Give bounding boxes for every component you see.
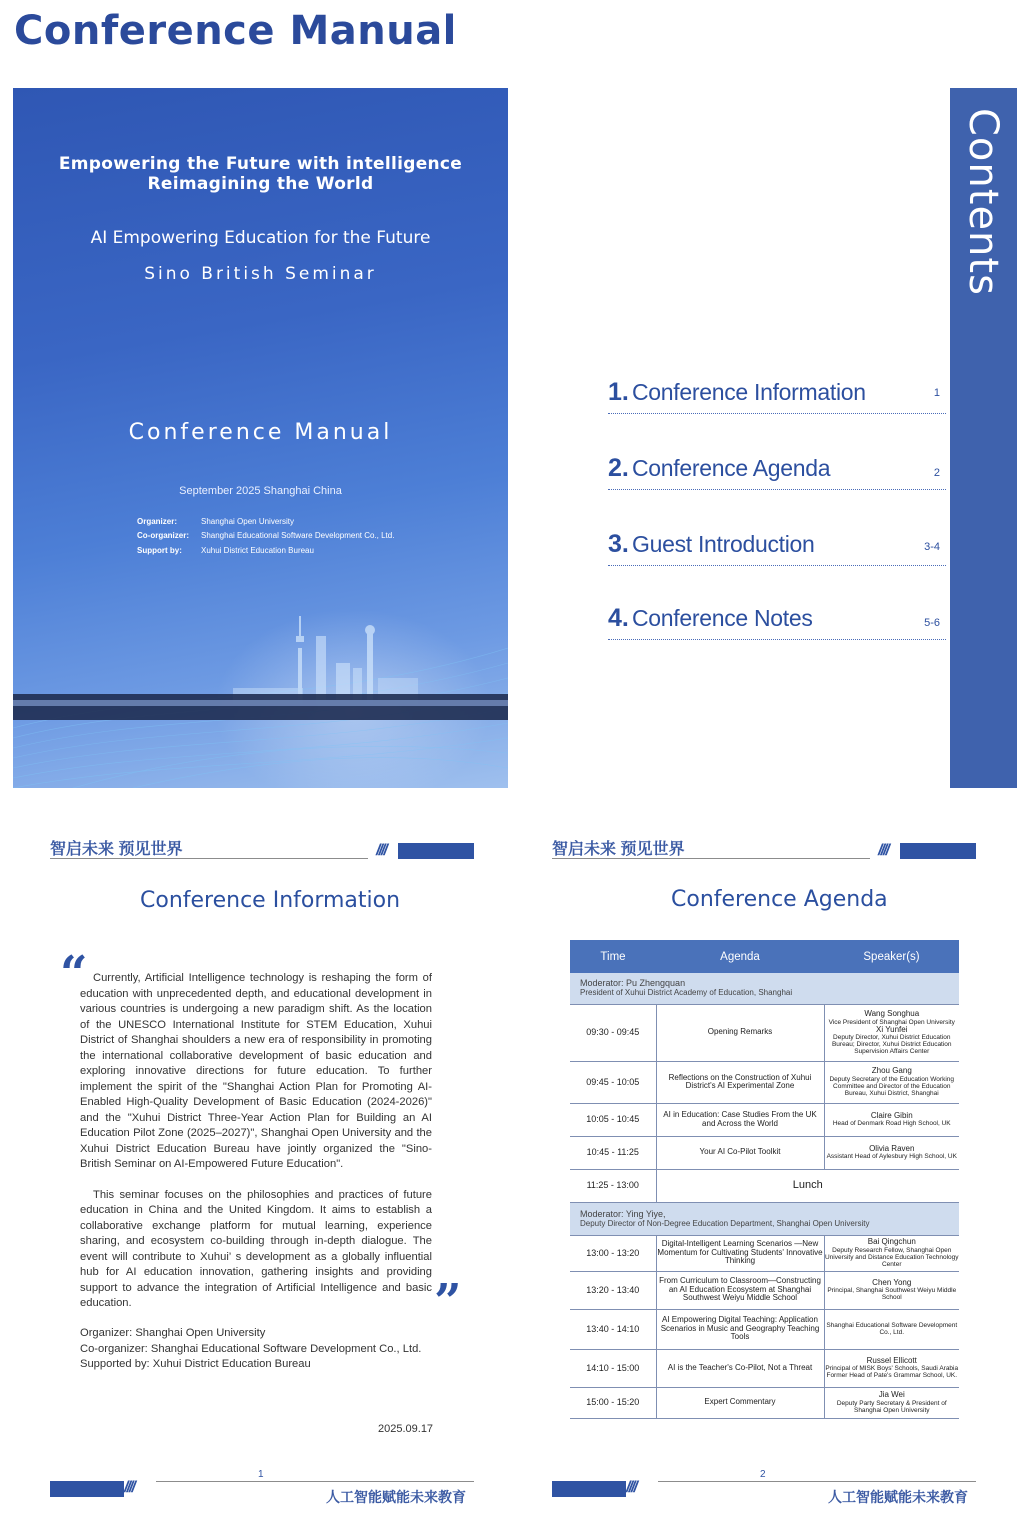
support-key: Support by: <box>137 545 182 555</box>
toc-number: 4. <box>608 604 629 632</box>
agenda-footer-bar <box>552 1481 626 1497</box>
info-paragraph-1: Currently, Artificial Intelligence technology is reshaping the form of education with unprecedented depth, and educational development in various countries is undergoing a new paradigm shift. As the location of the UNESCO International Institute for STEM Education, Xuhui District of Shanghai shoulders a new era of responsibility in promoting the international collaborative development of basic education and exploring innovative directions for future education. To further implement the spirit of the "Shanghai Action Plan for Promoting AI-Enabled High-Quality Development of Basic Education (2024-2026)" and the "Xuhui District Three-Year Action Plan for Building an AI Education Pilot Zone (2025–2027)", Shanghai Open University and the Xuhui District Education Bureau have jointly organized the "Sino-British Seminar on AI-Empowered Future Education". <box>80 972 432 1170</box>
agenda-cell: From Curriculum to Classroom—Constructing an AI Education Ecosystem at Shanghai Southwest Weiyu Middle School <box>656 1271 824 1309</box>
info-body <box>80 971 432 1327</box>
lunch-cell: Lunch <box>656 1169 959 1202</box>
speaker-role: Assistant Head of Aylesbury High School, UK <box>826 1153 957 1161</box>
speaker-role: Deputy Secretary of the Education Working Committee and Director of the Education Bureau, Xuhui District, Shanghai <box>829 1075 955 1097</box>
table-row <box>570 1235 959 1271</box>
speaker-name: Xi Yunfei <box>876 1024 908 1034</box>
agenda-header-row <box>570 940 959 973</box>
toc-page: 1 <box>933 387 940 399</box>
speaker-name: Claire Gibin <box>870 1110 913 1120</box>
contents-sidebar <box>950 88 1017 788</box>
agenda-cell: AI Empowering Digital Teaching: Application Scenarios in Music and Geography Teaching Tools <box>656 1309 824 1349</box>
agenda-title: Conference Agenda <box>671 887 888 912</box>
cover-date-place: September 2025 Shanghai China <box>179 485 342 497</box>
speaker-role: Deputy Director, Xuhui District Education Bureau; Director, Xuhui District Education Supervision Affairs Center <box>831 1034 952 1055</box>
info-footer-bar <box>50 1481 124 1497</box>
info-header-cn: 智启未来 预见世界 <box>50 841 183 858</box>
moderator-row <box>570 1202 959 1235</box>
table-row <box>570 1387 959 1418</box>
toc-item-4[interactable] <box>608 600 946 640</box>
lunch-row <box>570 1169 959 1202</box>
cover-seminar-name: Sino British Seminar <box>144 264 377 284</box>
toc-page: 2 <box>933 467 940 479</box>
agenda-cell: Digital-Intelligent Learning Scenarios —New Momentum for Cultivating Students' Innovative Thinking <box>656 1235 824 1271</box>
info-supported-by: Supported by: Xuhui District Education Bureau <box>80 1358 311 1370</box>
speaker-cell <box>824 1004 959 1061</box>
info-date: 2025.09.17 <box>378 1423 434 1435</box>
time-cell: 10:05 - 10:45 <box>570 1103 656 1136</box>
toc-page: 5-6 <box>924 617 940 629</box>
agenda-footer-rule <box>658 1481 976 1482</box>
speaker-role: Shanghai Educational Software Development Co., Ltd. <box>826 1322 958 1336</box>
moderator-row <box>570 973 959 1004</box>
table-row <box>570 1103 959 1136</box>
col-header-time: Time <box>570 940 656 973</box>
info-footer-rule <box>156 1481 474 1482</box>
moderator-name: Moderator: Pu Zhengquan <box>580 978 686 989</box>
agenda-cell: AI is the Teacher's Co-Pilot, Not a Threat <box>656 1349 824 1387</box>
agenda-cell: Expert Commentary <box>656 1387 824 1418</box>
info-page-number: 1 <box>258 1469 264 1480</box>
co-organizer-key: Co-organizer: <box>137 531 189 541</box>
toc-label: Conference Notes <box>632 605 813 631</box>
speaker-cell <box>824 1061 959 1103</box>
info-title: Conference Information <box>140 888 401 913</box>
open-quote-icon: “ <box>60 946 88 1002</box>
agenda-header-cn: 智启未来 预见世界 <box>552 841 685 858</box>
speaker-name: Wang Songhua <box>864 1009 920 1018</box>
table-row <box>570 1136 959 1169</box>
organizer-key: Organizer: <box>137 516 178 526</box>
agenda-cell: Opening Remarks <box>656 1004 824 1061</box>
speaker-name: Zhou Gang <box>871 1066 912 1076</box>
speaker-role: Principal, Shanghai Southwest Weiyu Middle School <box>827 1287 957 1302</box>
toc-item-2[interactable] <box>608 448 946 490</box>
cover-manual-title: Conference Manual <box>128 420 393 445</box>
agenda-header-slashes: //// <box>878 842 888 859</box>
time-cell: 09:30 - 09:45 <box>570 1004 656 1061</box>
info-organizers <box>80 1326 421 1373</box>
time-cell: 15:00 - 15:20 <box>570 1387 656 1418</box>
cover-organizers <box>137 514 394 558</box>
co-organizer-value: Shanghai Educational Software Development Co., Ltd. <box>201 531 395 541</box>
cover-subtitle: AI Empowering Education for the Future <box>90 228 431 248</box>
moderator-name: Moderator: Ying Yiye, <box>580 1208 666 1219</box>
speaker-role: Head of Denmark Road High School, UK <box>832 1120 951 1128</box>
table-row <box>570 1309 959 1349</box>
table-row <box>570 1004 959 1061</box>
speaker-cell <box>824 1136 959 1169</box>
cover-slogan-line-1: Empowering the Future with intelligence <box>58 154 463 174</box>
speaker-cell <box>824 1271 959 1309</box>
speaker-cell <box>824 1235 959 1271</box>
table-row <box>570 1061 959 1103</box>
time-cell: 09:45 - 10:05 <box>570 1061 656 1103</box>
toc-number: 1. <box>608 378 629 406</box>
cover-page <box>13 88 508 788</box>
speaker-role: Deputy Research Fellow, Shanghai Open University and Distance Education Technology Center <box>824 1246 959 1268</box>
time-cell: 13:00 - 13:20 <box>570 1235 656 1271</box>
time-cell: 11:25 - 13:00 <box>570 1169 656 1202</box>
info-header-rule <box>50 858 368 859</box>
info-header-slashes: //// <box>376 842 386 859</box>
moderator-cell <box>570 1202 959 1235</box>
info-organizer: Organizer: Shanghai Open University <box>80 1327 266 1339</box>
cover-slogan-line-2: Reimagining the World <box>147 174 374 194</box>
speaker-cell <box>824 1387 959 1418</box>
agenda-cell: AI in Education: Case Studies From the UK and Across the World <box>656 1103 824 1136</box>
close-quote-icon: ” <box>434 1274 462 1330</box>
time-cell: 13:20 - 13:40 <box>570 1271 656 1309</box>
table-row <box>570 1349 959 1387</box>
speaker-role: Deputy Party Secretary & President of Shanghai Open University <box>836 1399 947 1414</box>
col-header-speakers: Speaker(s) <box>824 940 959 973</box>
agenda-cell: Reflections on the Construction of Xuhui District's AI Experimental Zone <box>656 1061 824 1103</box>
moderator-cell <box>570 973 959 1004</box>
support-value: Xuhui District Education Bureau <box>201 545 314 555</box>
info-paragraph-2: This seminar focuses on the philosophies and practices of future education in China and the United Kingdom. It aims to establish a collaborative exchange platform for mutual learning, experience sharing, and ecosystem co-building through in-depth dialogue. The event will contribute to Xuhui’ s development as a globally influential hub for AI education innovation, gathering insights and providing support to advance the integration of Artificial Intelligence and basic education. <box>80 1188 432 1309</box>
info-co-organizer: Co-organizer: Shanghai Educational Software Development Co., Ltd. <box>80 1342 422 1355</box>
time-cell: 14:10 - 15:00 <box>570 1349 656 1387</box>
agenda-header-rule <box>552 858 870 859</box>
toc-page: 3-4 <box>924 541 940 553</box>
info-header-bar <box>398 843 474 859</box>
col-header-agenda: Agenda <box>656 940 824 973</box>
speaker-cell <box>824 1103 959 1136</box>
toc-item-3[interactable] <box>608 520 946 566</box>
speaker-cell <box>824 1309 959 1349</box>
speaker-role: Vice President of Shanghai Open University <box>828 1018 955 1026</box>
toc-label: Conference Agenda <box>632 455 831 481</box>
speaker-name: Jia Wei <box>878 1390 905 1400</box>
organizer-value: Shanghai Open University <box>201 516 294 526</box>
toc-number: 2. <box>608 454 629 482</box>
agenda-table <box>570 940 959 1419</box>
info-footer-slashes: //// <box>124 1479 134 1496</box>
page-title: Conference Manual <box>14 8 457 54</box>
speaker-name: Russel Ellicott <box>866 1355 917 1365</box>
toc-item-1[interactable] <box>608 372 946 414</box>
speaker-name: Chen Yong <box>872 1277 912 1287</box>
agenda-footer-slashes: //// <box>626 1479 636 1496</box>
info-footer-cn: 人工智能赋能未来教育 <box>326 1489 466 1505</box>
speaker-cell <box>824 1349 959 1387</box>
speaker-role: Principal of MISK Boys' Schools, Saudi Arabia Former Head of Pate's Grammar School, UK. <box>825 1365 959 1380</box>
toc-label: Conference Information <box>632 379 866 405</box>
moderator-role: Deputy Director of Non-Degree Education Department, Shanghai Open University <box>580 1218 870 1228</box>
table-row <box>570 1271 959 1309</box>
agenda-footer-cn: 人工智能赋能未来教育 <box>828 1489 968 1505</box>
toc-label: Guest Introduction <box>632 531 815 557</box>
agenda-cell: Your AI Co-Pilot Toolkit <box>656 1136 824 1169</box>
toc-number: 3. <box>608 530 629 558</box>
contents-heading: Contents <box>960 108 1006 296</box>
agenda-header-bar <box>900 843 976 859</box>
speaker-name: Olivia Raven <box>869 1143 915 1153</box>
speaker-name: Bai Qingchun <box>867 1237 916 1247</box>
moderator-role: President of Xuhui District Academy of Education, Shanghai <box>580 988 793 998</box>
agenda-page-number: 2 <box>760 1469 766 1480</box>
time-cell: 13:40 - 14:10 <box>570 1309 656 1349</box>
time-cell: 10:45 - 11:25 <box>570 1136 656 1169</box>
